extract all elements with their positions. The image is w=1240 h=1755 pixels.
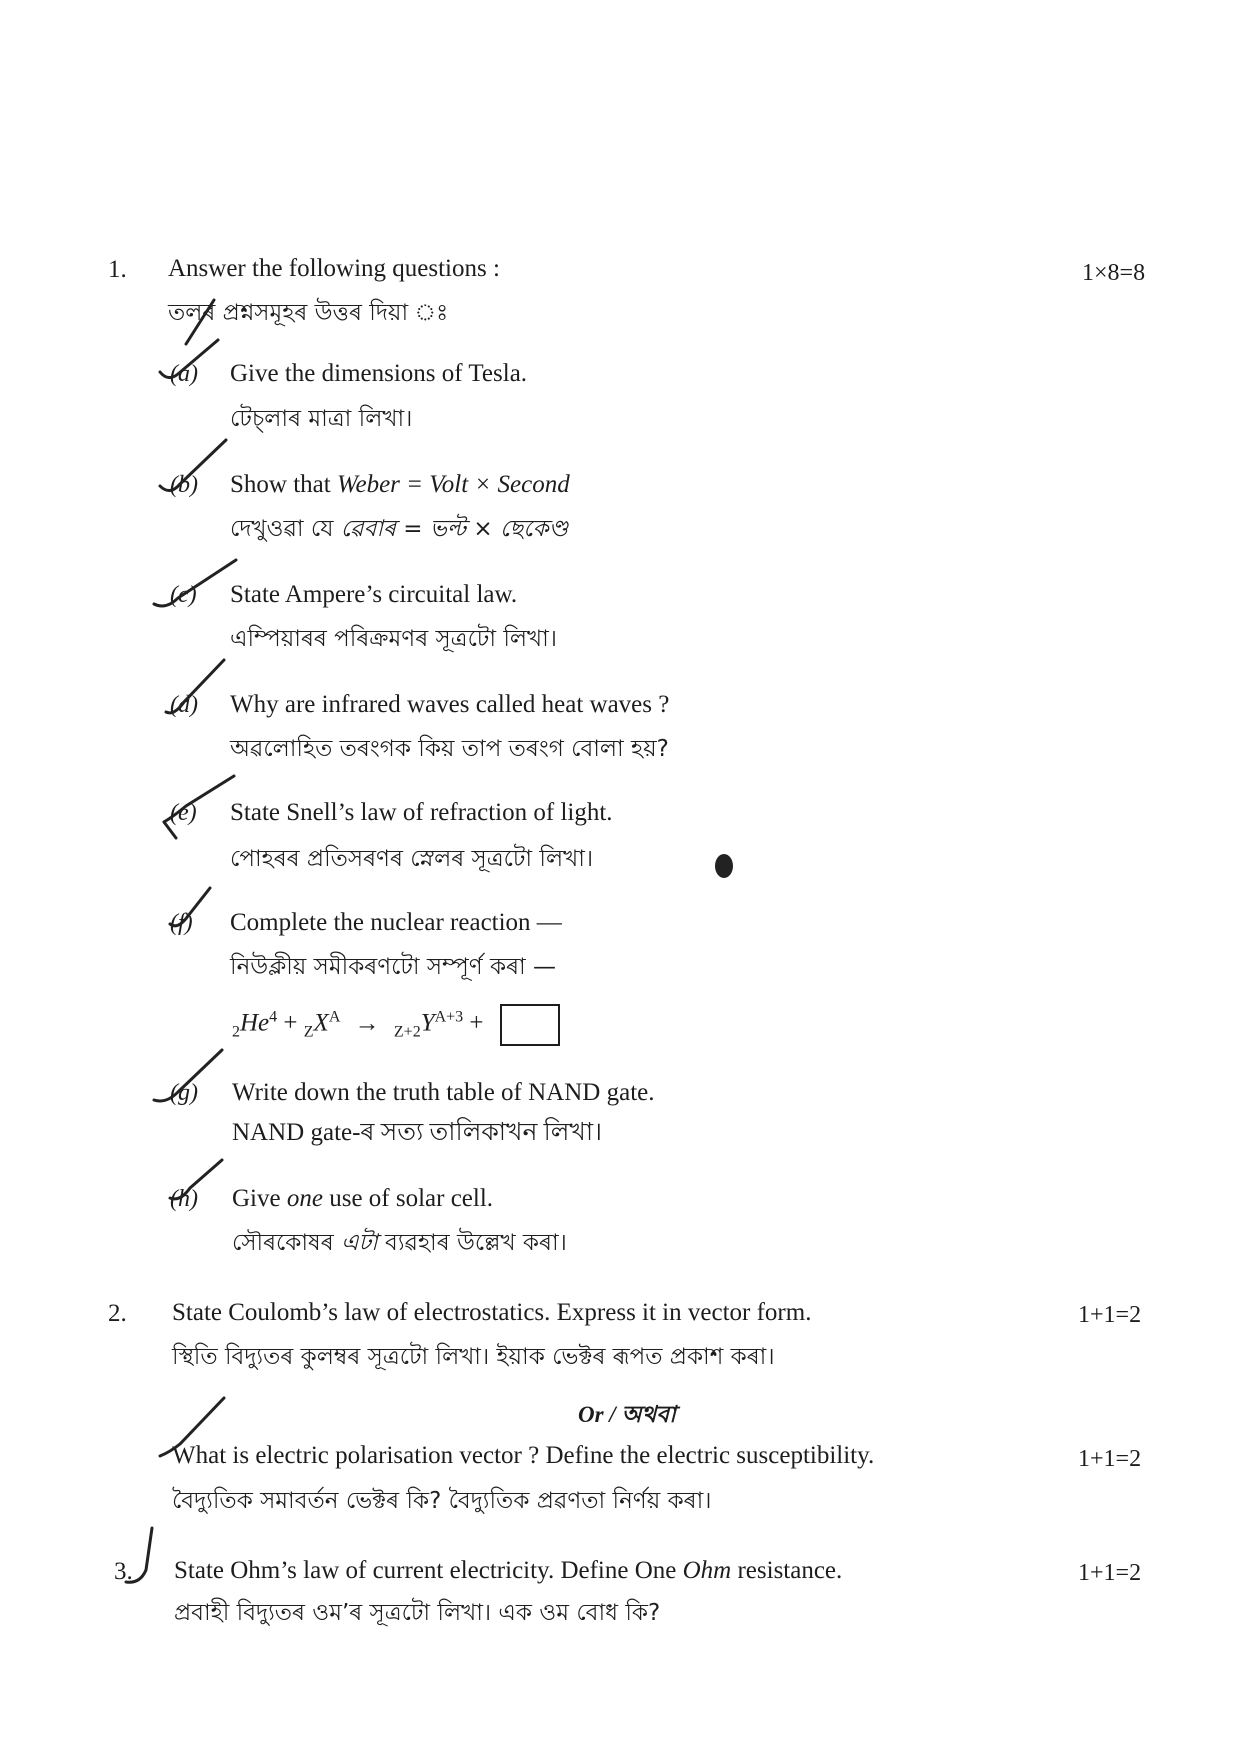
- part-a-text: Give the dimensions of Tesla.: [230, 360, 528, 387]
- part-h-text-assamese-pre: সৌৰকোষৰ: [232, 1230, 342, 1256]
- eq-term2-atomic-number: Z: [303, 1023, 314, 1041]
- eq-term1-mass-number: 4: [269, 1008, 278, 1026]
- part-b-formula: Weber = Volt × Second: [336, 471, 570, 498]
- part-b-text-assamese-pre: দেখুওৱা যে: [230, 516, 341, 542]
- tick-mark-f: [170, 888, 210, 926]
- part-f-label: (f): [170, 910, 193, 936]
- question-3-number: 3.: [114, 1558, 133, 1585]
- part-g-text-assamese: NAND gate-ৰ সত্য তালিকাখন লিখা।: [232, 1119, 603, 1146]
- part-c-text-assamese: এম্পিয়াৰৰ পৰিক্ৰমণৰ সূত্ৰটো লিখা।: [230, 626, 558, 652]
- question-1-number: 1.: [108, 256, 127, 283]
- question-3-marks: 1+1=2: [1078, 1560, 1142, 1586]
- part-b-formula-assamese: ৱেবাৰ = ভল্ট × ছেকেণ্ড: [340, 516, 569, 542]
- part-c-text: State Ampere’s circuital law.: [230, 581, 518, 608]
- part-d-label: (d): [170, 692, 198, 718]
- question-3-text-assamese: প্ৰবাহী বিদ্যুতৰ ওম’ৰ সূত্ৰটো লিখা। এক ওম বোধ কি?: [174, 1600, 661, 1626]
- part-d-text-assamese: অৱলোহিত তৰংগক কিয় তাপ তৰংগ বোলা হয়?: [230, 736, 669, 762]
- tick-mark-a: [160, 340, 218, 378]
- eq-term3-symbol: Y: [420, 1009, 435, 1037]
- eq-term1-symbol: He: [240, 1009, 270, 1037]
- question-2-text-assamese: স্থিতি বিদ্যুতৰ কুলম্বৰ সূত্ৰটো লিখা। ইয়াক ভেক্টৰ ৰূপত প্ৰকাশ কৰা।: [172, 1344, 775, 1370]
- part-h-text-assamese-post: ব্যৱহাৰ উল্লেখ কৰা।: [377, 1230, 567, 1256]
- part-b-text-pre: Show that: [230, 471, 337, 498]
- or-separator: Or / অথবা: [578, 1402, 676, 1427]
- part-c-label: (c): [170, 582, 197, 608]
- part-e-text: State Snell’s law of refraction of light.: [230, 799, 613, 826]
- eq-plus-2: +: [469, 1009, 484, 1037]
- part-b-label: (b): [170, 472, 198, 498]
- part-f-text-assamese: নিউক্লীয় সমীকৰণটো সম্পূৰ্ণ কৰা —: [230, 954, 557, 980]
- part-h-label: (h): [170, 1186, 198, 1212]
- tick-mark-b: [160, 440, 226, 491]
- ink-blot: [715, 854, 733, 878]
- eq-arrow: →: [354, 1009, 380, 1037]
- part-h-text-assamese-emphasis: এটা: [341, 1230, 378, 1256]
- question-3-text-pre: State Ohm’s law of current electricity. Define One: [174, 1557, 683, 1584]
- question-2-alternative-text: What is electric polarisation vector ? Define the electric susceptibility.: [172, 1442, 875, 1469]
- question-1-title: Answer the following questions :: [168, 255, 500, 282]
- tick-mark-g: [154, 1050, 222, 1101]
- question-3-text-post: resistance.: [731, 1557, 843, 1584]
- part-g-text: Write down the truth table of NAND gate.: [232, 1079, 655, 1106]
- eq-term2-symbol: X: [313, 1009, 329, 1037]
- part-h-text-post: use of solar cell.: [322, 1185, 494, 1212]
- part-f-text: Complete the nuclear reaction —: [230, 909, 562, 936]
- part-e-label: (e): [170, 800, 197, 826]
- eq-plus-1: +: [283, 1009, 298, 1037]
- part-h-text-pre: Give: [232, 1185, 287, 1212]
- tick-mark-h: [170, 1160, 222, 1199]
- part-d-text: Why are infrared waves called heat waves ?: [230, 691, 670, 718]
- tick-mark-e-tail: [164, 822, 176, 838]
- eq-term1-atomic-number: 2: [232, 1023, 240, 1041]
- tick-mark-title: [186, 300, 214, 344]
- tick-mark-q3: [126, 1528, 152, 1582]
- tick-mark-e: [164, 776, 234, 822]
- question-1-title-assamese: তলৰ প্ৰশ্নসমূহৰ উত্তৰ দিয়া ঃ: [168, 300, 449, 326]
- tick-mark-d: [166, 660, 224, 713]
- question-1-marks: 1×8=8: [1082, 260, 1146, 286]
- part-a-text-assamese: টেচ্‌লাৰ মাত্ৰা লিখা।: [230, 406, 413, 432]
- tick-mark-q2-alt: [160, 1398, 224, 1456]
- eq-term2-mass-number: A: [328, 1008, 341, 1026]
- eq-term3-atomic-number: Z+2: [393, 1023, 421, 1041]
- question-2-alternative-marks: 1+1=2: [1078, 1446, 1142, 1472]
- part-g-label: (g): [170, 1080, 198, 1106]
- part-a-label: (a): [170, 361, 198, 387]
- question-2-alternative-text-assamese: বৈদ্যুতিক সমাবৰ্তন ভেক্টৰ কি? বৈদ্যুতিক প্ৰৱণতা নিৰ্ণয় কৰা।: [172, 1488, 712, 1514]
- question-2-number: 2.: [108, 1300, 127, 1327]
- question-2-marks: 1+1=2: [1078, 1302, 1142, 1328]
- question-3-text-emphasis: Ohm: [682, 1557, 732, 1584]
- question-2-text: State Coulomb’s law of electrostatics. Express it in vector form.: [172, 1299, 812, 1326]
- part-h-text-emphasis: one: [286, 1185, 323, 1212]
- tick-mark-c: [154, 560, 236, 606]
- part-e-text-assamese: পোহৰৰ প্ৰতিসৰণৰ স্নেলৰ সূত্ৰটো লিখা।: [230, 846, 594, 872]
- eq-term3-mass-number: A+3: [434, 1008, 464, 1026]
